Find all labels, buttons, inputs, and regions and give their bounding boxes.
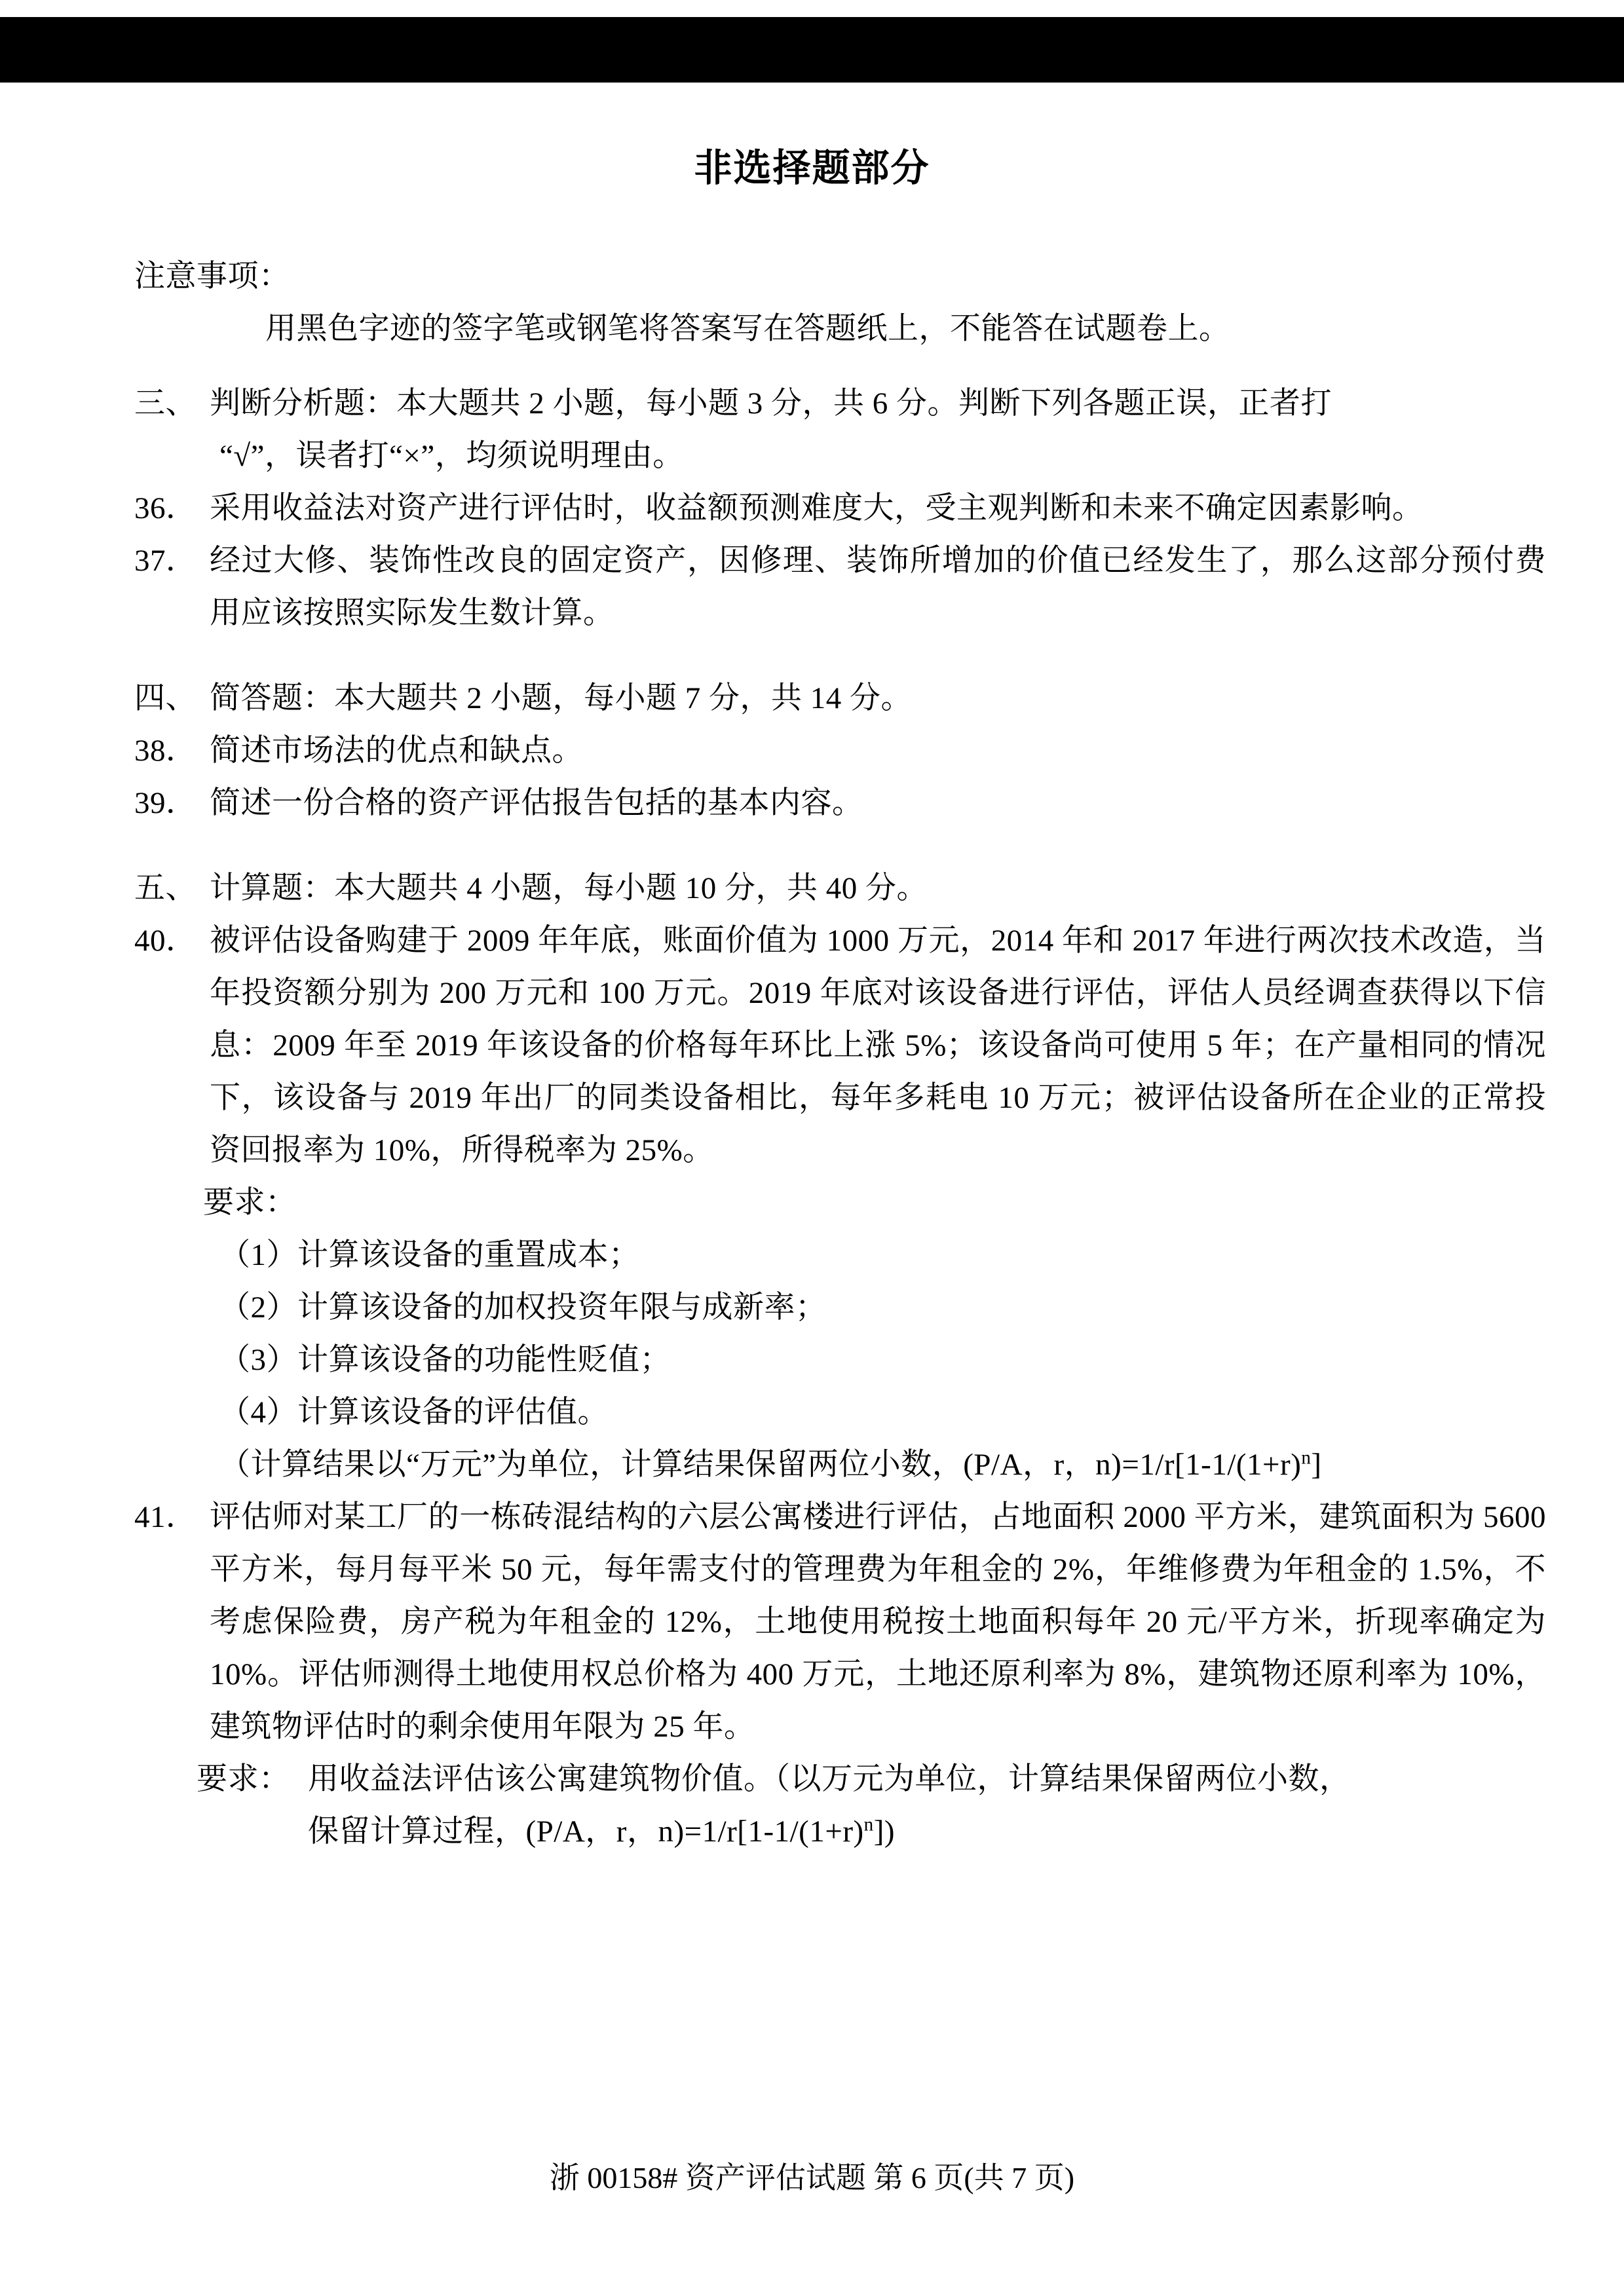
question-37 xyxy=(0,535,1624,639)
question-text-40: 被评估设备购建于 2009 年年底，账面价值为 1000 万元，2014 年和 2017 年进行两次技术改造，当年投资额分别为 200 万元和 100 万元。2019 年底对该设备进行评估，评估人员经调查获得以下信息：2009 年至 2019 年该设备的价格每年环比上涨 5%；该设备尚可使用 5 年；在产量相同的情况下，该设备与 2019 年出厂的同类设备相比，每年多耗电 10 万元；被评估设备所在企业的正常投资回报率为 10%，所得税率为 25%。 xyxy=(210,924,1546,1167)
question-40-sub-4: （4）计算该设备的评估值。 xyxy=(219,1395,609,1429)
question-text-39: 简述一份合格的资产评估报告包括的基本内容。 xyxy=(210,786,863,820)
question-40-require-label: 要求： xyxy=(203,1186,297,1220)
question-40 xyxy=(0,914,1624,1176)
question-40-sub-2: （2）计算该设备的加权投资年限与成新率； xyxy=(219,1290,827,1325)
question-40-sub-3: （3）计算该设备的功能性贬值； xyxy=(219,1343,671,1377)
question-text-36: 采用收益法对资产进行评估时，收益额预测难度大，受主观判断和未来不确定因素影响。 xyxy=(210,491,1424,525)
section-marker-3: 三、 xyxy=(134,386,197,421)
question-41-formula-note xyxy=(0,1805,1624,1858)
spacer xyxy=(0,829,1624,862)
question-36 xyxy=(0,482,1624,535)
spacer xyxy=(0,639,1624,672)
section-marker-4: 四、 xyxy=(134,681,197,715)
section-heading-3 xyxy=(0,377,1624,430)
question-40-formula-note xyxy=(0,1439,1624,1491)
spacer xyxy=(0,355,1624,377)
question-text-41: 评估师对某工厂的一栋砖混结构的六层公寓楼进行评估，占地面积 2000 平方米，建筑面积为 5600 平方米，每月每平米 50 元，每年需支付的管理费为年租金的 2%，年维修费为年租金的 1.5%，不考虑保险费，房产税为年租金的 12%，土地使用税按土地面积每年 20 元/平方米，折现率确定为 10%。评估师测得土地使用权总价格为 400 万元，土地还原利率为 8%，建筑物还原利率为 10%，建筑物评估时的剩余使用年限为 25 年。 xyxy=(210,1500,1546,1744)
scan-artifact-bar xyxy=(0,17,1624,83)
section-heading-text-4: 简答题：本大题共 2 小题，每小题 7 分，共 14 分。 xyxy=(210,681,912,715)
question-text-37: 经过大修、装饰性改良的固定资产，因修理、装饰所增加的价值已经发生了，那么这部分预付费用应该按照实际发生数计算。 xyxy=(210,544,1546,630)
section-heading-3-cont: “√”，误者打“×”，均须说明理由。 xyxy=(219,439,684,473)
formula-exponent-41: n xyxy=(863,1814,874,1835)
page-title: 非选择题部分 xyxy=(694,147,930,189)
question-number-40: 40． xyxy=(134,924,197,958)
section-heading-text-5: 计算题：本大题共 4 小题，每小题 10 分，共 40 分。 xyxy=(210,871,928,905)
formula-exponent-40: n xyxy=(1301,1447,1312,1469)
question-41-require-label: 要求： xyxy=(197,1762,290,1796)
question-38 xyxy=(0,724,1624,777)
formula-note-suffix-40: ] xyxy=(1311,1448,1322,1482)
section-heading-5 xyxy=(0,862,1624,914)
page-footer: 浙 00158# 资产评估试题 第 6 页(共 7 页) xyxy=(549,2161,1075,2194)
section-heading-text-3: 判断分析题：本大题共 2 小题，每小题 3 分，共 6 分。判断下列各题正误，正者打 xyxy=(210,386,1332,421)
formula-note-prefix-41: 保留计算过程，(P/A，r，n)=1/r[1-1/(1+r) xyxy=(308,1815,864,1849)
section-marker-5: 五、 xyxy=(134,871,197,905)
question-number-36: 36． xyxy=(134,491,197,525)
question-39 xyxy=(0,777,1624,829)
question-number-37: 37． xyxy=(134,544,197,578)
question-41-require-text: 用收益法评估该公寓建筑物价值。（以万元为单位，计算结果保留两位小数， xyxy=(308,1762,1351,1796)
question-number-38: 38． xyxy=(134,734,197,768)
section-heading-4 xyxy=(0,672,1624,724)
formula-note-suffix-41: ]) xyxy=(873,1815,896,1849)
document-body xyxy=(0,250,1624,1858)
question-40-sub-1: （1）计算该设备的重置成本； xyxy=(219,1238,640,1272)
formula-note-prefix-40: （计算结果以“万元”为单位，计算结果保留两位小数，(P/A，r，n)=1/r[1-1/(1+r) xyxy=(219,1448,1302,1482)
notice-heading: 注意事项： xyxy=(134,259,290,293)
question-number-39: 39． xyxy=(134,786,197,820)
question-41-require xyxy=(0,1753,1624,1805)
question-number-41: 41． xyxy=(134,1500,197,1534)
question-41 xyxy=(0,1491,1624,1753)
notice-text: 用黑色字迹的签字笔或钢笔将答案写在答题纸上，不能答在试题卷上。 xyxy=(265,312,1230,346)
question-text-38: 简述市场法的优点和缺点。 xyxy=(210,734,583,768)
